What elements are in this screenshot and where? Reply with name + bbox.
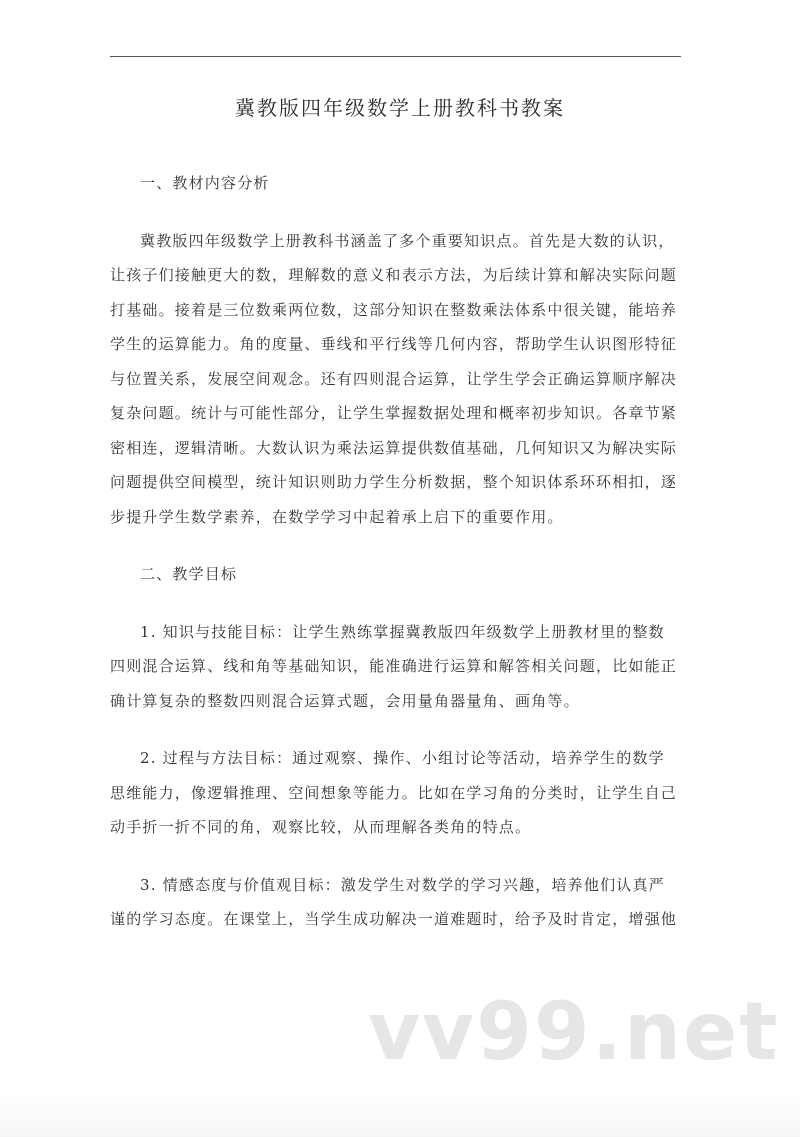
page-bottom-shadow xyxy=(0,1097,800,1137)
document-body xyxy=(110,166,681,960)
header-rule xyxy=(110,56,681,57)
watermark: vv99.net xyxy=(368,985,780,1078)
paragraph-goal-attitude: 3. 情感态度与价值观目标：激发学生对数学的学习兴趣，培养他们认真严谨的学习态度。在课堂上，当学生成功解决一道难题时，给予及时肯定，增强他 xyxy=(110,875,678,928)
section-heading-1: 一、教材内容分析 xyxy=(140,174,270,192)
paragraph-goal-process: 2. 过程与方法目标：通过观察、操作、小组讨论等活动，培养学生的数学思维能力，像逻辑推理、空间想象等能力。比如在学习角的分类时，让学生自己动手折一折不同的角，观察比较，从而理解各类角的特点。 xyxy=(110,749,678,836)
document-title: 冀教版四年级数学上册教科书教案 xyxy=(235,96,565,120)
paragraph-content-analysis: 冀教版四年级数学上册教科书涵盖了多个重要知识点。首先是大数的认识，让孩子们接触更大的数，理解数的意义和表示方法，为后续计算和解决实际问题打基础。接着是三位数乘两位数，这部分知识在整数乘法体系中很关键，能培养学生的运算能力。角的度量、垂线和平行线等几何内容，帮助学生认识图形特征与位置关系，发展空间观念。还有四则混合运算，让学生学会正确运算顺序解决复杂问题。统计与可能性部分，让学生掌握数据处理和概率初步知识。各章节紧密相连，逻辑清晰。大数认识为乘法运算提供数值基础，几何知识又为解决实际问题提供空间模型，统计知识则助力学生分析数据，整个知识体系环环相扣，逐步提升学生数学素养，在数学学习中起着承上启下的重要作用。 xyxy=(110,231,678,526)
section-heading-2: 二、教学目标 xyxy=(140,565,238,583)
paragraph-goal-knowledge: 1. 知识与技能目标：让学生熟练掌握冀教版四年级数学上册教材里的整数四则混合运算、线和角等基础知识，能准确进行运算和解答相关问题，比如能正确计算复杂的整数四则混合运算式题，会用量角器量角、画角等。 xyxy=(110,622,678,710)
